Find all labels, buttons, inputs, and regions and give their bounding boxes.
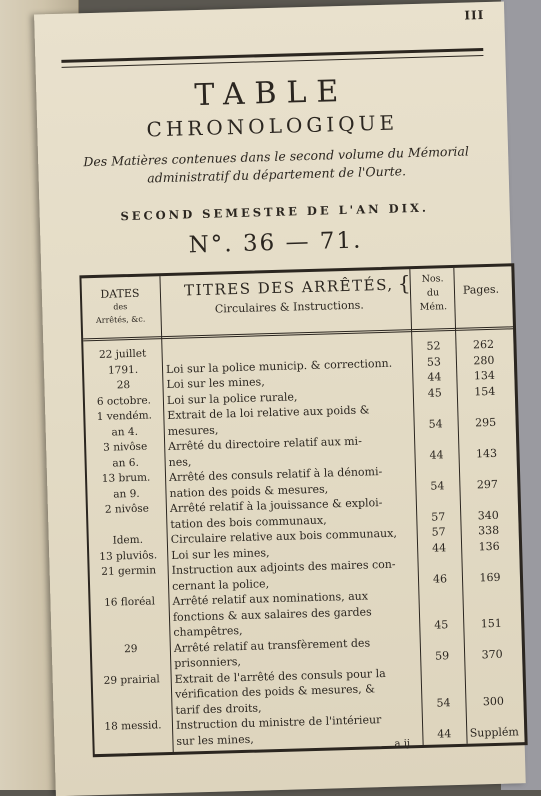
row-page <box>464 631 520 648</box>
row-page: 136 <box>478 539 500 553</box>
row-page <box>466 708 522 725</box>
row-title: Loi sur la police municip. & correctionn. <box>165 356 393 376</box>
row-title: Loi sur les mines, <box>171 545 270 562</box>
row-title: Instruction du ministre de l'intérieur <box>175 713 382 732</box>
signature-mark: a ij <box>394 738 411 750</box>
header-rule-thin <box>62 55 484 68</box>
row-page <box>458 429 514 446</box>
chronological-table <box>79 263 527 757</box>
row-title: nes, <box>168 454 192 469</box>
row-number: 44 <box>427 370 442 384</box>
row-title: tarif des droits, <box>175 700 262 717</box>
row-title: mesures, <box>167 423 219 438</box>
row-number <box>414 431 458 448</box>
row-date: an 6. <box>112 456 139 470</box>
row-number <box>420 663 464 680</box>
row-date: 28 <box>116 379 131 392</box>
row-page: 338 <box>477 523 500 538</box>
row-date: 29 prairial <box>103 672 160 687</box>
row-title: Loi sur la police rurale, <box>166 389 298 407</box>
row-date: 29 <box>123 642 138 655</box>
row-number <box>419 601 463 618</box>
row-title: Arrêté relatif aux nominations, aux <box>172 589 369 608</box>
row-number: 44 <box>437 726 452 741</box>
row-number <box>415 462 459 479</box>
book-page <box>34 1 526 796</box>
row-date: 22 juillet <box>98 347 147 361</box>
issue-range: N°. 36 — 71. <box>188 227 363 259</box>
row-page <box>464 662 520 679</box>
row-date: an 4. <box>111 425 139 439</box>
row-number <box>420 632 464 649</box>
row-title: nation des poids & mesures, <box>169 482 329 500</box>
row-date: 3 nivôse <box>103 440 148 454</box>
row-page: 340 <box>477 508 499 522</box>
row-title: Arrêté relatif au transfèrement des <box>173 635 371 655</box>
row-title: Arrêté relatif à la jouissance & exploi- <box>169 496 383 515</box>
row-page: 154 <box>474 384 496 398</box>
row-number: 57 <box>431 525 446 539</box>
page-number: III <box>464 7 485 23</box>
page-title: TABLE <box>193 73 349 114</box>
page-subtitle: Des Matières contenues dans le second volume du Mémorial administratif du département de l'Ourte. <box>83 143 470 186</box>
row-title: vérification des poids & mesures, & <box>174 682 376 701</box>
row-number: 57 <box>431 509 446 524</box>
row-number <box>418 586 462 603</box>
row-page <box>465 677 521 694</box>
row-number <box>417 555 461 572</box>
row-title: Loi sur les mines, <box>166 375 265 392</box>
row-date: 13 pluviôs. <box>99 548 158 563</box>
row-page: 151 <box>480 616 502 631</box>
row-number: 44 <box>431 540 447 555</box>
row-title: Arrêté des consuls relatif à la dénomi- <box>168 465 383 484</box>
header-dates: DATES des Arrêtés, &c. <box>95 286 146 325</box>
row-date <box>94 733 172 751</box>
row-title: sur les mines, <box>176 732 254 748</box>
row-page <box>457 398 513 415</box>
row-number <box>416 493 460 510</box>
row-title: Extrait de la loi relative aux poids & <box>167 403 370 422</box>
row-title: Extrait de l'arrêté des consuls pour la <box>174 666 386 686</box>
row-number: 54 <box>430 478 445 493</box>
row-date: 1 vendém. <box>96 409 153 423</box>
row-title: prisonniers, <box>174 655 242 670</box>
row-number: 46 <box>432 571 448 586</box>
row-date: 2 nivôse <box>104 502 150 516</box>
row-page: 297 <box>476 477 499 491</box>
row-title: Circulaire relative aux bois communaux, <box>170 526 398 546</box>
row-date: an 9. <box>113 487 140 501</box>
row-page <box>460 491 516 508</box>
row-page <box>463 600 519 617</box>
row-number <box>413 400 457 417</box>
row-page <box>461 553 517 570</box>
row-page <box>462 584 518 601</box>
header-titles: TITRES DES ARRÊTÉS, Circulaires & Instructions. <box>183 275 394 316</box>
row-page: 370 <box>481 647 503 662</box>
row-date: 1791. <box>107 363 139 377</box>
semester-line: SECOND SEMESTRE DE L'AN DIX. <box>120 200 430 224</box>
row-page <box>459 460 515 477</box>
row-date: 16 floréal <box>103 595 156 609</box>
row-number: 54 <box>436 695 451 710</box>
header-numbers: Nos. du Mém. <box>419 273 448 313</box>
row-title: Arrêté du directoire relatif aux mi- <box>168 434 363 453</box>
row-number: 59 <box>434 649 450 663</box>
row-number: 52 <box>426 339 441 353</box>
row-page: Supplém <box>469 724 520 740</box>
row-number: 45 <box>427 385 442 400</box>
row-number: 54 <box>428 416 443 431</box>
row-number: 44 <box>429 447 444 462</box>
table-body <box>83 336 524 751</box>
row-date: 21 germin <box>101 564 157 578</box>
brace: { <box>397 271 411 296</box>
row-number: 53 <box>426 354 442 369</box>
row-page: 143 <box>475 446 498 460</box>
row-date: 13 brum. <box>101 471 151 485</box>
header-pages: Pages. <box>462 282 500 297</box>
row-title: champêtres, <box>173 623 243 639</box>
row-number <box>421 679 465 696</box>
row-page: 280 <box>473 353 495 367</box>
row-title: tation des bois communaux, <box>170 513 327 531</box>
row-date: 18 messid. <box>104 719 162 733</box>
row-title: Instruction aux adjoints des maires con- <box>171 557 396 577</box>
row-number <box>422 710 466 727</box>
row-number: 45 <box>434 618 449 632</box>
row-page: 295 <box>474 415 497 429</box>
row-page: 169 <box>479 570 501 584</box>
row-title: fonctions & aux salaires des gardes <box>172 604 372 624</box>
row-page: 262 <box>472 337 495 352</box>
row-date: 6 octobre. <box>96 393 152 408</box>
page-title-2: CHRONOLOGIQUE <box>146 110 399 142</box>
row-date: Idem. <box>112 533 144 547</box>
row-page: 134 <box>473 368 496 383</box>
row-title: cernant la police, <box>171 576 270 593</box>
row-page: 300 <box>482 694 505 708</box>
